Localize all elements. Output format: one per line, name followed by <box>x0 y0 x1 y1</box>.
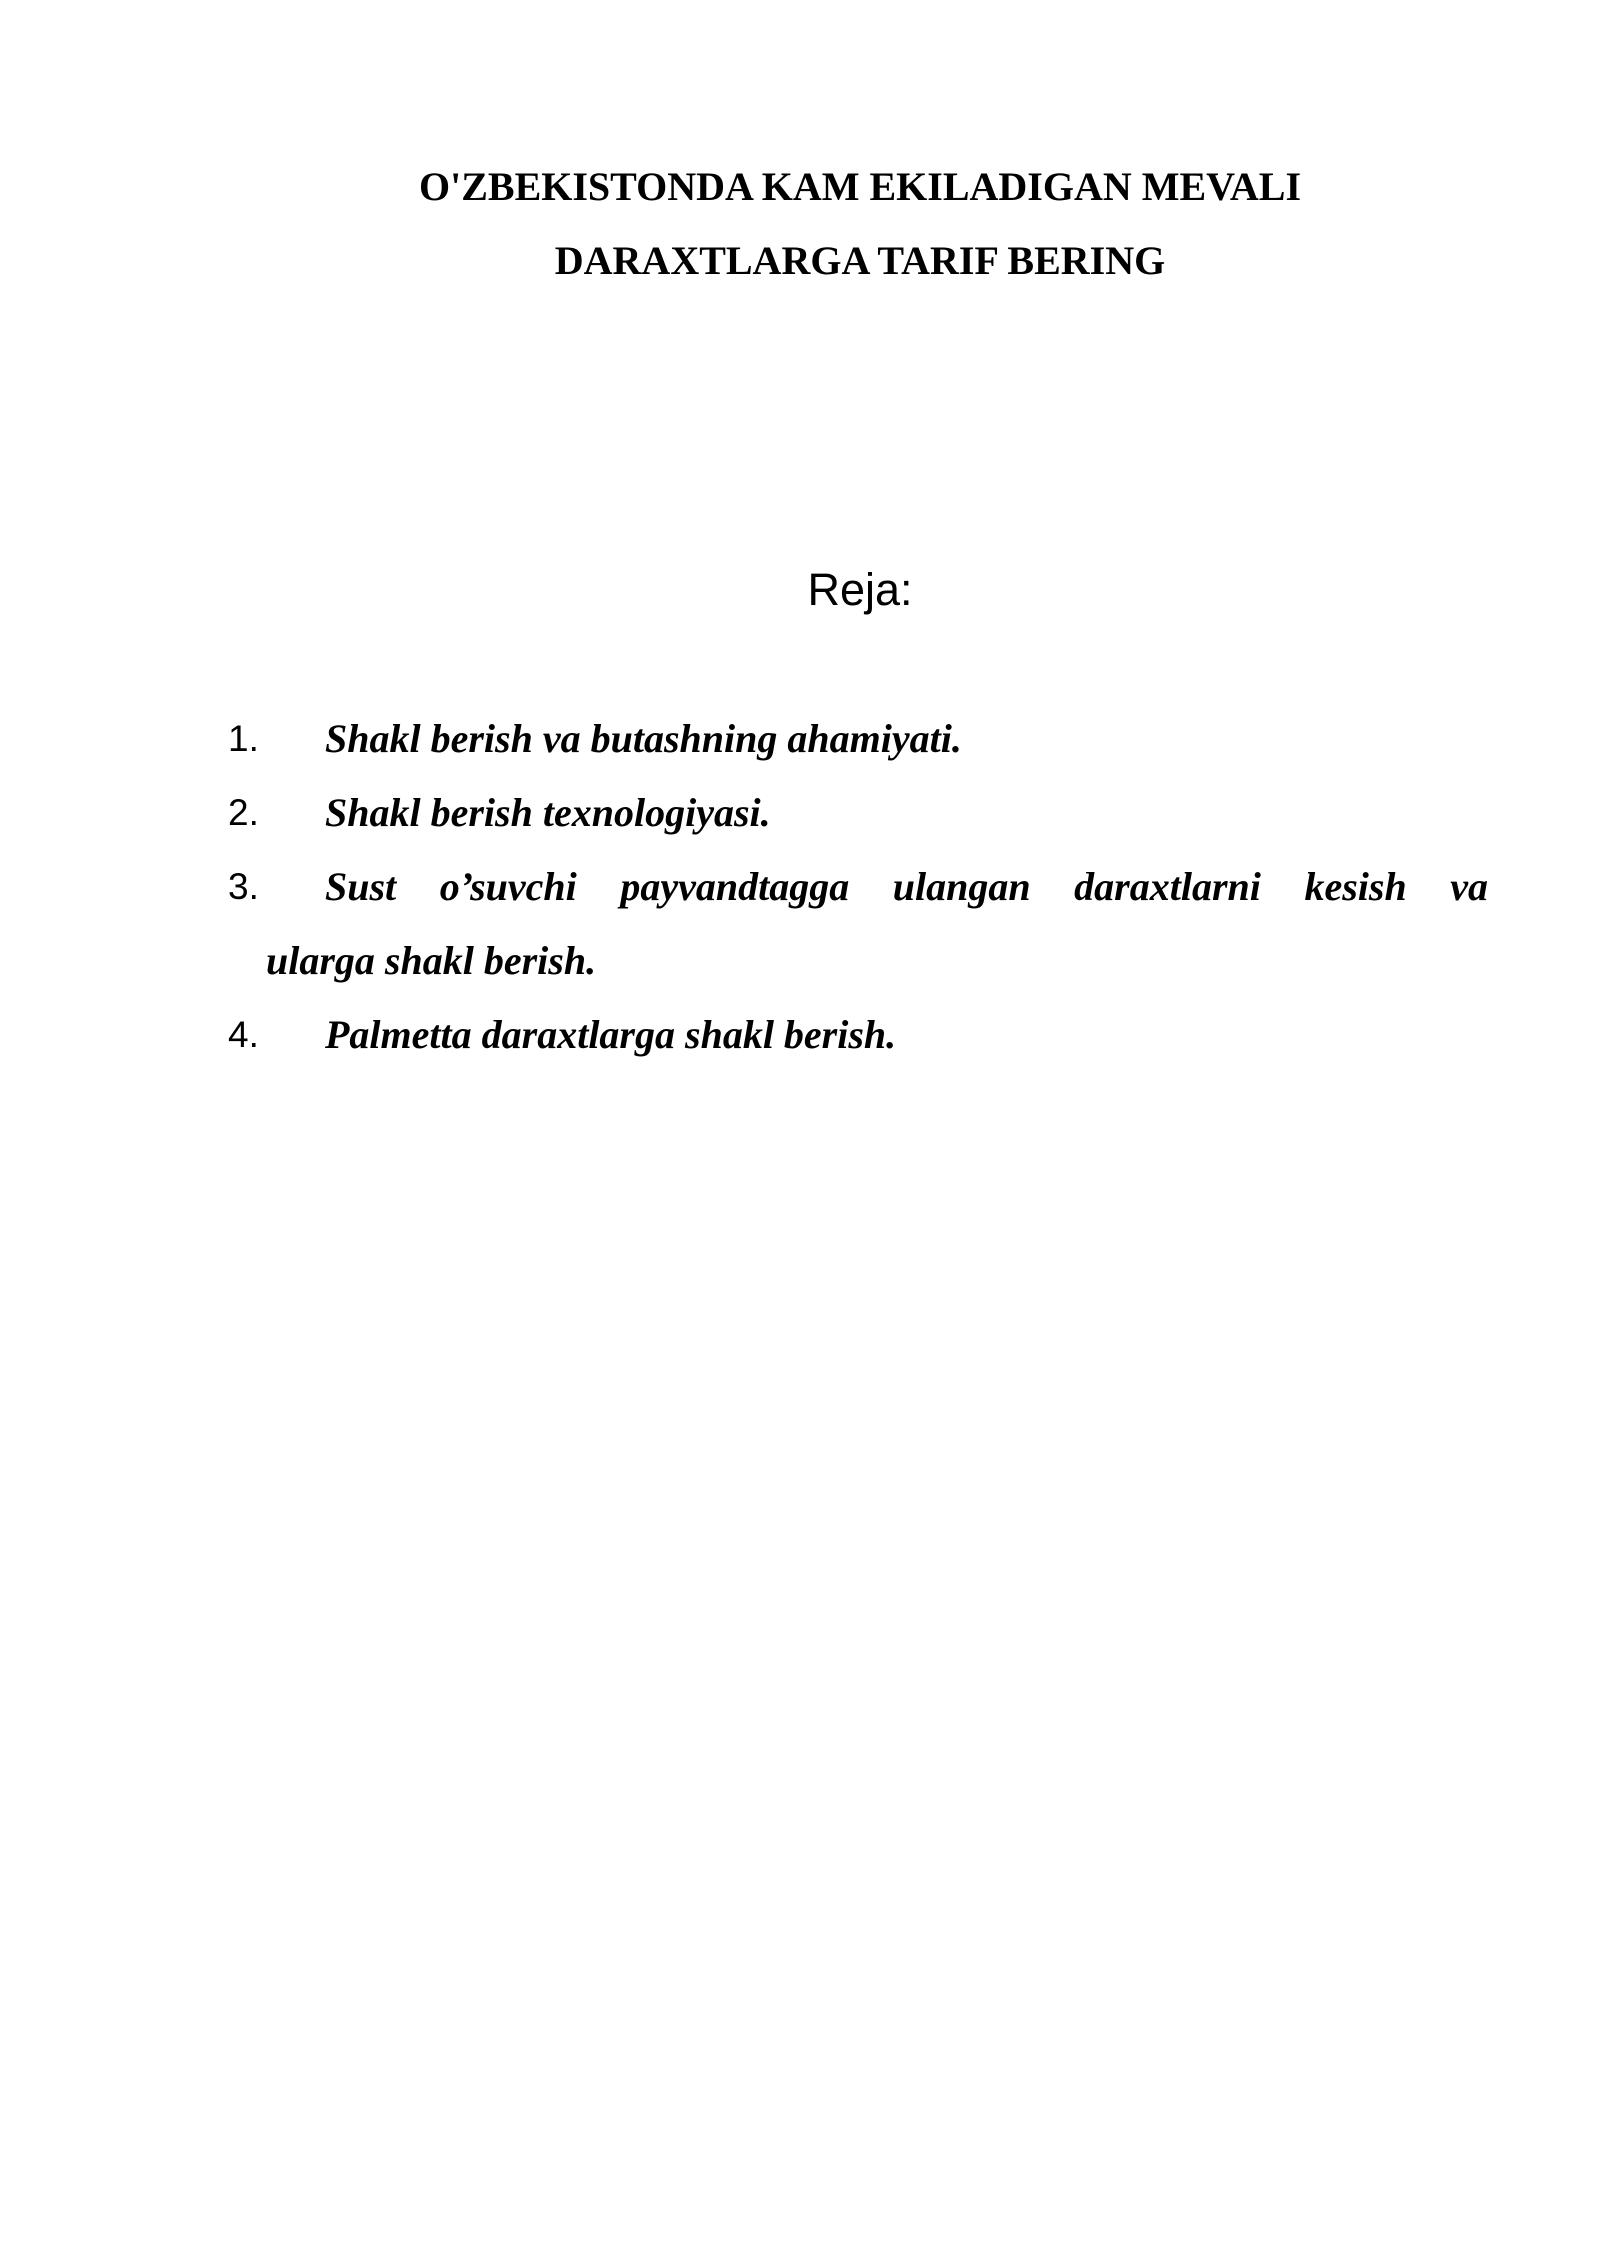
plan-item-1 <box>228 702 1488 776</box>
title-line-2: DARAXTLARGA TARIF BERING <box>554 238 1166 283</box>
plan-heading: Reja: <box>807 564 913 615</box>
plan-item-text: Shakl berish texnologiyasi. <box>325 790 771 835</box>
plan-item-text: Shakl berish va butashning ahamiyati. <box>325 716 962 761</box>
plan-item-2 <box>228 776 1488 850</box>
plan-item-3 <box>228 850 1488 998</box>
title-line-1: O'ZBEKISTONDA KAM EKILADIGAN MEVALI <box>418 164 1302 209</box>
plan-item-text-line-1: Sust o’suvchi payvandtagga ulangan daraxtlarni kesish va <box>325 864 1488 909</box>
plan-item-number: 1. <box>228 718 259 759</box>
plan-item-number: 3. <box>228 866 259 907</box>
plan-item-number: 4. <box>228 1014 259 1055</box>
plan-item-text: Palmetta daraxtlarga shakl berish. <box>325 1012 897 1057</box>
plan-item-text <box>228 850 1488 998</box>
plan-item-text-line-2: ularga shakl berish. <box>266 938 597 983</box>
document-title <box>0 150 1600 298</box>
plan-item-number: 2. <box>228 792 259 833</box>
plan-item-4 <box>228 998 1488 1072</box>
plan-list <box>228 702 1488 1072</box>
